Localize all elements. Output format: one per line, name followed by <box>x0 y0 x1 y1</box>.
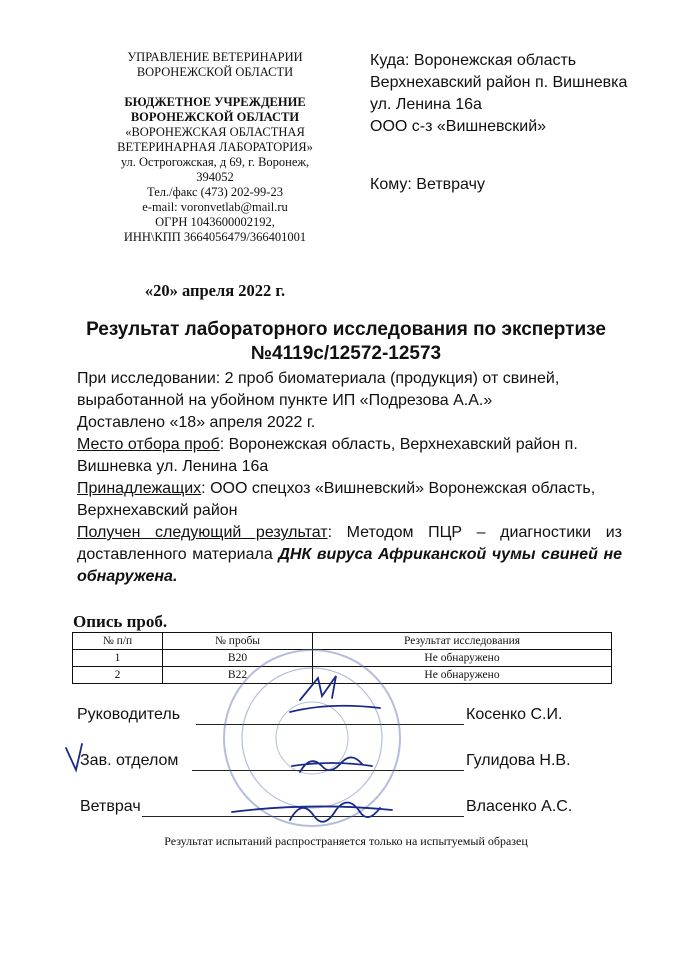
recipient-line: Куда: Воронежская область <box>370 52 577 69</box>
sender-line: ОГРН 1043600002192, <box>155 215 275 229</box>
samples-table <box>72 632 612 684</box>
document-date: «20» апреля 2022 г. <box>144 281 286 300</box>
table-cell: 2 <box>73 667 163 684</box>
signature-line <box>142 816 464 817</box>
signature-name: Гулидова Н.В. <box>466 752 571 769</box>
signature-line <box>196 724 464 725</box>
table-cell: Не обнаружено <box>313 667 612 684</box>
table-header-row <box>73 633 612 650</box>
paragraph-delivered: Доставлено «18» апреля 2022 г. <box>77 414 316 431</box>
recipient-line: ООО с-з «Вишневский» <box>370 118 547 135</box>
sender-line: БЮДЖЕТНОЕ УЧРЕЖДЕНИЕ <box>124 95 306 109</box>
sender-line: ВОРОНЕЖСКОЙ ОБЛАСТИ <box>130 110 300 124</box>
recipient-to: Кому: Ветврачу <box>370 176 485 193</box>
result-value: : Методом ПЦР – диагностики из доставленного материала <box>77 524 622 563</box>
paragraph-place <box>77 434 622 478</box>
signature-name: Косенко С.И. <box>466 706 563 723</box>
sender-line: ВОРОНЕЖСКОЙ ОБЛАСТИ <box>136 65 294 79</box>
table-cell: Не обнаружено <box>313 650 612 667</box>
sender-line: ИНН\КПП 3664056479/366401001 <box>123 230 307 244</box>
table-cell: В20 <box>163 650 313 667</box>
result-label: Получен следующий результат <box>77 524 328 541</box>
sender-line: 394052 <box>196 170 234 184</box>
signature-name: Власенко А.С. <box>466 798 573 815</box>
title-number: №4119с/12572-12573 <box>250 343 442 364</box>
table-row <box>73 667 612 684</box>
recipient-line: Верхнехавский район п. Вишневка <box>370 74 628 91</box>
result-emphasis: ДНК вируса Африканской чумы свиней не обнаружена. <box>77 546 623 585</box>
signature-role: Ветврач <box>80 798 141 815</box>
column-header: Результат исследования <box>313 633 612 650</box>
signature-role: Руководитель <box>77 706 181 723</box>
footer-note: Результат испытаний распространяется только на испытуемый образец <box>164 834 528 848</box>
sender-line: ул. Острогожская, д 69, г. Воронеж, <box>120 155 310 169</box>
title-line: Результат лабораторного исследования по экспертизе <box>86 319 606 340</box>
document-title <box>60 318 632 366</box>
document-body <box>77 368 622 588</box>
place-value: : Воронежская область, Верхнехавский район п. Вишневка ул. Ленина 16а <box>77 436 578 475</box>
sender-line: «ВОРОНЕЖСКАЯ ОБЛАСТНАЯ <box>125 125 305 139</box>
table-cell: В22 <box>163 667 313 684</box>
paragraph-study: При исследовании: 2 проб биоматериала (продукция) от свиней, выработанной на убойном пункте ИП «Подрезова А.А.» <box>77 370 560 409</box>
table-cell: 1 <box>73 650 163 667</box>
place-label: Место отбора проб <box>77 436 220 453</box>
signature-line <box>192 770 464 771</box>
sender-block <box>95 50 335 245</box>
sender-line: Тел./факс (473) 202-99-23 <box>147 185 283 199</box>
sender-line: УПРАВЛЕНИЕ ВЕТЕРИНАРИИ <box>127 50 303 64</box>
sender-line: e-mail: voronvetlab@mail.ru <box>142 200 288 214</box>
paragraph-owner <box>77 478 622 522</box>
column-header: № п/п <box>73 633 163 650</box>
owner-value: : ООО спецхоз «Вишневский» Воронежская область, Верхнехавский район <box>77 480 596 519</box>
paragraph-result <box>77 522 622 588</box>
recipient-line: ул. Ленина 16а <box>370 96 482 113</box>
signature-role: Зав. отделом <box>80 752 179 769</box>
owner-label: Принадлежащих <box>77 480 202 497</box>
samples-heading: Опись проб. <box>73 612 168 631</box>
column-header: № пробы <box>163 633 313 650</box>
sender-line: ВЕТЕРИНАРНАЯ ЛАБОРАТОРИЯ» <box>117 140 313 154</box>
recipient-block <box>370 50 627 138</box>
table-row <box>73 650 612 667</box>
